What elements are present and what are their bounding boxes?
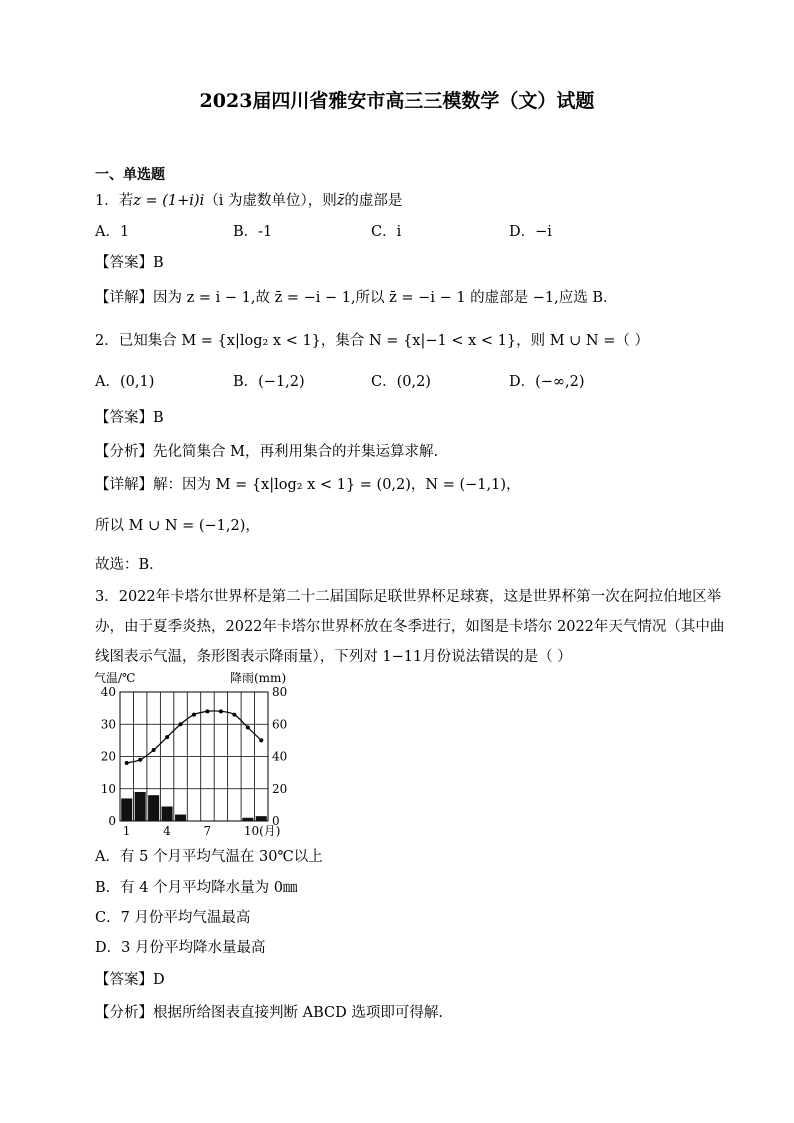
- q3-option-a: A．有 5 个月平均气温在 30℃以上: [95, 849, 323, 865]
- weather-chart: [92, 670, 312, 838]
- rainfall-bar: [135, 792, 146, 821]
- q3-stem-line2: 办，由于夏季炎热，2022年卡塔尔世界杯放在冬季进行，如图是卡塔尔 2022年天气情况（其中曲: [95, 619, 725, 635]
- temperature-point: [179, 722, 183, 726]
- x-tick-label: 4: [163, 824, 171, 838]
- right-tick-label: 0: [272, 814, 280, 828]
- q1-z-expr: z = (1+i)i: [133, 193, 205, 209]
- temperature-point: [259, 738, 263, 742]
- rainfall-bar: [121, 798, 132, 821]
- page-title: 2023届四川省雅安市高三三模数学（文）试题: [199, 90, 595, 112]
- q2-answer: 【答案】B: [95, 410, 164, 426]
- q2-detail: 【详解】解：因为 M = {x|log₂ x < 1} = (0,2)，N = (−1,1)，: [95, 477, 521, 493]
- q1-option-d: D．−i: [509, 224, 552, 240]
- temperature-point: [246, 725, 250, 729]
- right-tick-label: 20: [272, 781, 288, 796]
- left-tick-label: 10: [100, 781, 116, 796]
- q1-option-c: C．i: [371, 224, 402, 240]
- q2-analysis: 【分析】先化简集合 M，再利用集合的并集运算求解.: [95, 444, 439, 460]
- q2-option-b: B．(−1,2): [233, 374, 305, 390]
- q1-answer: 【答案】B: [95, 255, 164, 271]
- left-tick-label: 40: [100, 685, 116, 699]
- left-tick-label: 20: [100, 749, 116, 764]
- temperature-point: [165, 735, 169, 739]
- rainfall-bar: [175, 815, 186, 821]
- temperature-point: [192, 713, 196, 717]
- q3-stem-line3: 线图表示气温，条形图表示降雨量），下列对 1−11月份说法错误的是（ ）: [95, 649, 572, 665]
- right-tick-label: 40: [272, 749, 288, 764]
- q1-stem-b: （i 为虚数单位），则: [204, 193, 337, 209]
- q2-stem: 2．已知集合 M = {x|log₂ x < 1}，集合 N = {x|−1 < x < 1}，则 M ∪ N =（ ）: [95, 333, 649, 349]
- q2-option-d: D．(−∞,2): [509, 374, 585, 390]
- q2-option-a: A．(0,1): [95, 374, 155, 390]
- q1-stem: [95, 189, 402, 210]
- rainfall-bar: [256, 816, 267, 821]
- q1-zbar: z̄: [336, 193, 345, 209]
- q1-option-a: A．1: [95, 224, 130, 240]
- rainfall-bar: [148, 795, 159, 821]
- q3-answer: 【答案】D: [95, 972, 165, 988]
- x-tick-label: 10(月): [243, 824, 281, 838]
- q3-option-c: C．7 月份平均气温最高: [95, 910, 251, 926]
- left-tick-label: 30: [100, 717, 116, 732]
- x-tick-label: 1: [122, 824, 131, 838]
- left-tick-label: 0: [108, 814, 116, 828]
- temperature-point: [138, 758, 142, 762]
- q2-so: 所以 M ∪ N = (−1,2)，: [95, 518, 260, 534]
- section-heading: 一、单选题: [95, 167, 165, 183]
- q3-option-d: D．3 月份平均降水量最高: [95, 940, 266, 956]
- left-axis-label: 气温/℃: [94, 671, 136, 685]
- q1-detail: 【详解】因为 z = i − 1,故 z̄ = −i − 1,所以 z̄ = −i − 1 的虚部是 −1,应选 B．: [95, 290, 618, 306]
- x-tick-label: 7: [203, 824, 212, 838]
- rainfall-bar: [242, 818, 253, 821]
- q2-option-c: C．(0,2): [371, 374, 431, 390]
- q1-stem-a: 1．若: [95, 193, 134, 209]
- temperature-point: [219, 709, 223, 713]
- right-tick-label: 80: [272, 685, 288, 699]
- q3-stem-line1: 3．2022年卡塔尔世界杯是第二十二届国际足联世界杯足球赛，这是世界杯第一次在阿拉伯地区举: [95, 589, 722, 605]
- q3-analysis: 【分析】根据所给图表直接判断 ABCD 选项即可得解.: [95, 1005, 443, 1021]
- right-axis-label: 降雨(mm): [230, 671, 287, 685]
- q1-stem-c: 的虚部是: [344, 193, 403, 209]
- q3-option-b: B．有 4 个月平均降水量为 0㎜: [95, 880, 298, 896]
- temperature-point: [232, 713, 236, 717]
- temperature-point: [125, 761, 129, 765]
- q1-option-b: B．-1: [233, 224, 273, 240]
- temperature-point: [205, 709, 209, 713]
- q2-choose: 故选：B．: [95, 557, 164, 573]
- rainfall-bar: [162, 806, 173, 821]
- right-tick-label: 60: [272, 717, 288, 732]
- temperature-point: [152, 748, 156, 752]
